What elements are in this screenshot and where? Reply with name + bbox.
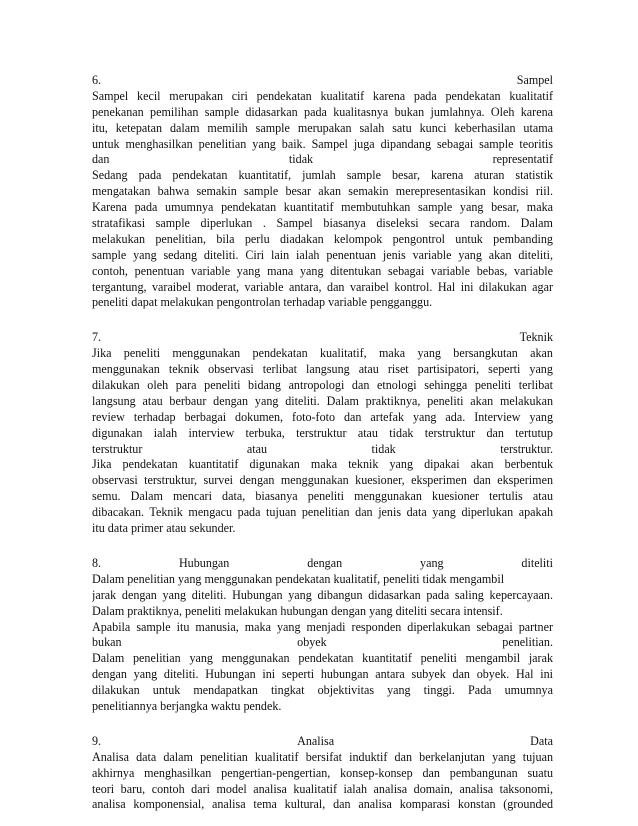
word: karena <box>430 168 464 183</box>
word: analisa <box>212 797 246 812</box>
word: penelitian, <box>155 231 207 246</box>
word: diperlukan <box>200 216 253 231</box>
word: besar, <box>391 168 420 183</box>
word: ketepatan <box>115 120 163 135</box>
word: tidak <box>288 152 314 167</box>
word: terbuka, <box>245 425 285 440</box>
word: pendekatan <box>256 88 312 103</box>
word: Dalam <box>130 489 163 504</box>
word: untuk <box>455 231 483 246</box>
word: kecil <box>137 88 161 103</box>
word: analisa <box>92 797 126 812</box>
word: yang <box>412 409 437 424</box>
word: Jika <box>92 346 112 361</box>
text-line <box>92 683 553 699</box>
word: dilakukan <box>92 683 140 698</box>
word: dengan <box>307 555 343 570</box>
word: 8. <box>92 555 102 570</box>
word: terhadap <box>133 409 176 424</box>
word: kuantitatif <box>188 457 239 472</box>
text-line: langsung atau berbaur dengan yang diteliti. Dalam praktiknya, peneliti akan melakukan <box>92 393 553 408</box>
word: kualitatif <box>509 88 553 103</box>
word: karena <box>372 88 406 103</box>
word: riset <box>387 362 409 377</box>
text-line <box>92 152 553 168</box>
word: dokumen, <box>235 409 284 424</box>
word: yang <box>387 683 411 698</box>
text-line: contoh, penentuan variable yang mana yang ditentukan sebagai variable bebas, variable <box>92 263 553 278</box>
word: umumnya <box>504 683 553 698</box>
word: review <box>92 409 125 424</box>
word: pada <box>138 168 162 183</box>
text-line <box>92 168 553 184</box>
paragraph-section <box>92 734 553 813</box>
word: dan <box>486 425 504 440</box>
word: akan <box>530 346 553 361</box>
text-line: dibacakan. Teknik mengacu pada tujuan penelitian dan jenis data yang diperlukan apakah <box>92 505 553 520</box>
word: mendapatkan <box>193 683 258 698</box>
word: melakukan <box>92 231 146 246</box>
word: menggunakan <box>354 489 422 504</box>
word: maka <box>310 457 338 472</box>
word: stratafikasi <box>92 216 146 231</box>
word: utama <box>523 120 553 135</box>
word: partisipatori, <box>417 362 480 377</box>
word: pendekatan <box>445 88 501 103</box>
word: keberhasilan <box>454 120 516 135</box>
word: kualitatif <box>320 88 365 103</box>
word: (grounded <box>503 797 553 812</box>
word: kuesioner <box>432 489 480 504</box>
word: untuk <box>152 683 181 698</box>
word: dipakai <box>424 457 460 472</box>
word: Data <box>530 733 553 748</box>
word: observasi <box>208 362 254 377</box>
text-line <box>92 121 553 137</box>
paragraph-section <box>92 73 553 311</box>
text-line: teori baru, contoh dari model analisa kualitatif ialah analisa domain, analisa taksonomi, <box>92 781 553 796</box>
text-line: itu data primer atau sekunder. <box>92 521 236 536</box>
word: yang <box>417 346 441 361</box>
word: data, <box>222 489 246 504</box>
text-line: observasi terstruktur, survei dengan menggunakan kuesioner, eksperimen dan eksperimen <box>92 473 553 488</box>
word: yang <box>389 457 413 472</box>
word: terstruktur <box>296 425 347 440</box>
word: pengontrol <box>392 231 445 246</box>
text-line: Dalam penelitian yang menggunakan pendekatan kuantitatif peneliti mengambil jarak <box>92 651 553 666</box>
text-line: Karena pada umumnya pendekatan kuantitatif membutuhkan sample yang besar, maka <box>92 200 553 215</box>
word: terstruktur <box>424 425 476 440</box>
word: atau <box>246 441 268 456</box>
word: diadakan <box>279 231 324 246</box>
text-line: akhirnya menghasilkan pengertian-pengertian, konsep-konsep dan pembangunan suatu <box>92 765 553 780</box>
word: bila <box>216 231 235 246</box>
word: merupakan <box>297 120 352 135</box>
word: memilih <box>207 120 248 135</box>
word: penelitian. <box>502 635 553 650</box>
word: kuantitatif, <box>238 168 292 183</box>
text-line <box>92 410 553 426</box>
word: kunci <box>419 120 447 135</box>
word: artefak <box>370 409 404 424</box>
text-line: sample yang sedang diteliti. Ciri lain ialah penentuan jenis variable yang akan diteliti, <box>92 247 553 262</box>
word: jumlah <box>302 168 336 183</box>
word: tertulis <box>489 489 523 504</box>
word: maka <box>378 346 406 361</box>
text-line: Dalam penelitian yang menggunakan pendekatan kualitatif, peneliti tidak mengambil <box>92 571 505 586</box>
word: Pada <box>467 683 492 698</box>
word: pembanding <box>493 231 553 246</box>
word: secara <box>429 216 460 231</box>
word: ada. <box>445 409 466 424</box>
word: Jika <box>92 457 112 472</box>
word: Sampel <box>276 216 313 231</box>
text-line <box>92 797 553 813</box>
text-line: peneliti dapat melakukan pengontrolan terhadap variable pengganggu. <box>92 295 433 310</box>
word: Sedang <box>92 168 128 183</box>
word: seperti <box>488 362 521 377</box>
word: merupakan <box>169 88 224 103</box>
text-line <box>92 426 553 442</box>
word: berbagai <box>184 409 227 424</box>
word: obyek <box>297 635 327 650</box>
text-line: dengan yang diteliti. Hubungan ini seperti hubungan antara subyek dan obyek. Hal ini <box>92 667 553 682</box>
text-line: Analisa data dalam penelitian kualitatif bersifat induktif dan berkelanjutan yang tujuan <box>92 749 553 764</box>
word: . <box>262 216 266 231</box>
word: komponensial, <box>133 797 205 812</box>
word: terstruktur. <box>500 441 553 456</box>
word: digunakan <box>249 457 300 472</box>
word: kelompok <box>333 231 383 246</box>
word: bersangkutan <box>453 346 518 361</box>
word: konstan <box>457 797 496 812</box>
word: peneliti <box>123 346 161 361</box>
word: kultural, <box>284 797 326 812</box>
text-line <box>92 362 553 378</box>
text-line <box>92 232 553 248</box>
text-line <box>92 216 553 232</box>
word: 9. <box>92 733 102 748</box>
word: teknik <box>348 457 379 472</box>
text-line <box>92 734 553 750</box>
word: tema <box>253 797 277 812</box>
word: sample <box>255 120 290 135</box>
word: diteliti <box>521 555 553 570</box>
word: tinggi. <box>423 683 455 698</box>
word: ialah <box>153 425 178 440</box>
text-line <box>92 346 553 362</box>
word: 6. <box>92 73 102 87</box>
text-line: Apabila sample itu manusia, maka yang menjadi responden diperlakukan sebagai partner <box>92 619 553 634</box>
word: dan <box>344 409 362 424</box>
word: pada <box>413 88 437 103</box>
text-line: penekanan pemilihan sample didasarkan pada kualitasnya bukan jumlahnya. Oleh karena <box>92 104 553 119</box>
word: akan <box>470 457 494 472</box>
text-line <box>92 442 553 458</box>
word: ciri <box>231 88 248 103</box>
word: langsung <box>306 362 350 377</box>
word: berbentuk <box>504 457 553 472</box>
word: atau <box>532 489 553 504</box>
text-line: jarak dengan yang diteliti. Hubungan yang dibangun didasarkan pada saling kepercayaan. <box>92 587 553 602</box>
text-line <box>92 457 553 473</box>
word: semu. <box>92 489 121 504</box>
word: pendekatan <box>172 168 228 183</box>
word: terlibat <box>262 362 298 377</box>
word: foto-foto <box>292 409 336 424</box>
word: statistik <box>515 168 553 183</box>
word: dalam <box>169 120 200 135</box>
word: dan <box>333 797 351 812</box>
paragraph-section <box>92 330 553 537</box>
word: komparasi <box>399 797 451 812</box>
word: kualitatif, <box>319 346 367 361</box>
word: Interview <box>474 409 521 424</box>
word: sample <box>155 216 190 231</box>
text-line: mengatakan bahwa semakin sample besar akan semakin merepresentasikan kondisi riil. <box>92 184 553 199</box>
word: salah <box>359 120 385 135</box>
word: Dalam <box>520 216 553 231</box>
word: itu, <box>92 120 108 135</box>
word: sample <box>346 168 381 183</box>
word: Hubungan <box>178 555 230 570</box>
word: tidak <box>389 425 414 440</box>
word: interview <box>188 425 235 440</box>
word: Sampel <box>516 73 553 87</box>
word: terstruktur <box>92 441 143 456</box>
word: dan <box>92 152 110 167</box>
word: teknik <box>168 362 200 377</box>
text-line <box>92 330 553 346</box>
text-line <box>92 489 553 505</box>
word: Analisa <box>297 733 335 748</box>
word: atau <box>358 362 379 377</box>
word: mencari <box>173 489 212 504</box>
word: random. <box>470 216 511 231</box>
text-line <box>92 556 553 572</box>
word: tidak <box>371 441 396 456</box>
text-line <box>92 89 553 105</box>
word: tertutup <box>515 425 553 440</box>
word: atau <box>357 425 378 440</box>
word: biasanya <box>255 489 298 504</box>
word: diseleksi <box>376 216 419 231</box>
word: pendekatan <box>252 346 308 361</box>
text-line: penelitiannya berjangka waktu pendek. <box>92 698 282 713</box>
word: perlu <box>244 231 270 246</box>
word: menggunakan <box>92 362 160 377</box>
word: yang <box>420 555 444 570</box>
word: satu <box>392 120 412 135</box>
word: menggunakan <box>172 346 241 361</box>
word: 7. <box>92 330 102 345</box>
word: Teknik <box>519 330 553 345</box>
word: bukan <box>92 635 122 650</box>
paragraph-section <box>92 556 553 715</box>
word: digunakan <box>92 425 143 440</box>
word: yang <box>529 362 553 377</box>
word: yang <box>529 409 553 424</box>
text-line <box>92 73 553 89</box>
text-line: Dalam praktiknya, peneliti melakukan hubungan dengan yang diteliti secara intensif. <box>92 603 503 618</box>
word: peneliti <box>307 489 344 504</box>
word: Sampel <box>92 88 129 103</box>
word: analisa <box>358 797 392 812</box>
word: representatif <box>492 152 553 167</box>
text-line: dilakukan oleh para peneliti bidang antropologi dan etnologi sehingga peneliti terlibat <box>92 378 553 393</box>
text-line: tergantung, varaibel moderat, variable antara, dan varaibel kontrol. Hal ini dilakukan agar <box>92 279 553 294</box>
text-line: untuk menghasilkan penelitian yang baik. Sampel juga dipandang sebagai sample teoritis <box>92 136 553 151</box>
text-line <box>92 635 553 651</box>
word: aturan <box>474 168 505 183</box>
word: biasanya <box>323 216 366 231</box>
word: tingkat <box>270 683 305 698</box>
word: pendekatan <box>122 457 178 472</box>
word: objektivitas <box>317 683 375 698</box>
